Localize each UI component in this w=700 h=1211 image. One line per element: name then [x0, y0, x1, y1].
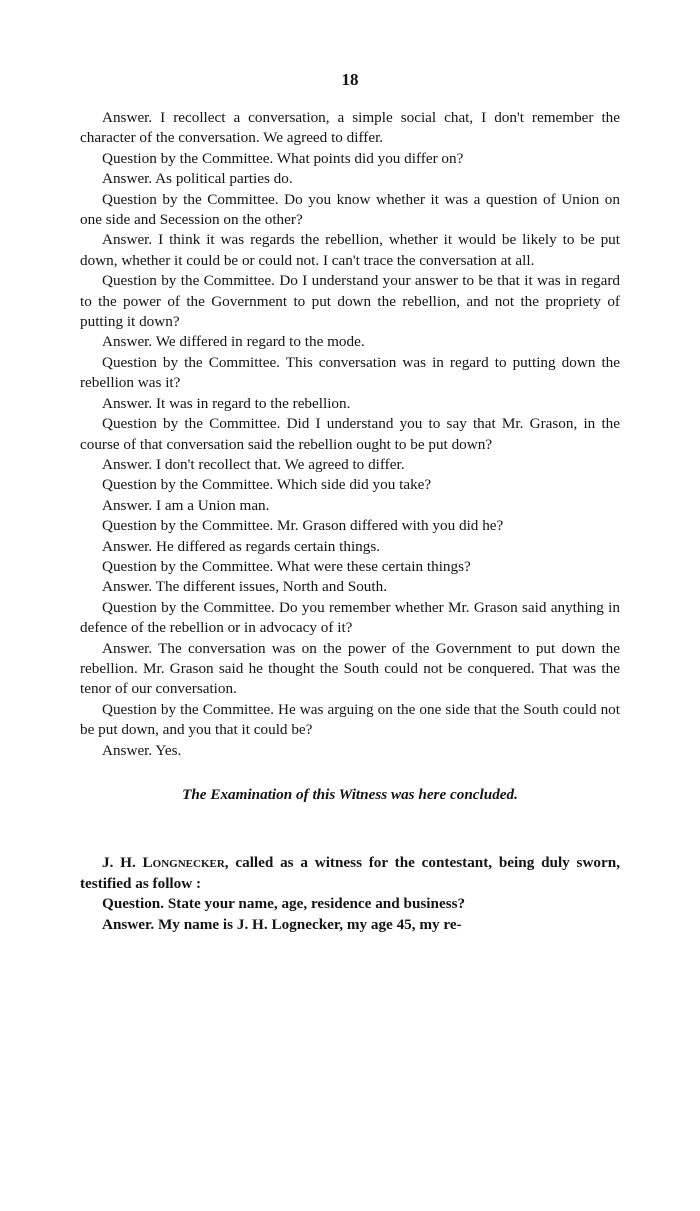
testimony-paragraph: Question by the Committee. Did I understand you to say that Mr. Grason, in the course of that conversation said the rebellion ought to be put down? — [80, 415, 620, 453]
testimony-paragraph: Question by the Committee. Do you remember whether Mr. Grason said anything in defence of the rebellion or in advocacy of it? — [80, 598, 620, 637]
witness-name: J. H. Longnecker — [102, 854, 225, 872]
testimony-paragraph: Question by the Committee. Mr. Grason differed with you did he? — [102, 517, 504, 535]
testimony-paragraph: Question by the Committee. He was arguing on the one side that the South could not be put down, and you that it could be? — [80, 700, 620, 739]
testimony-paragraph: Question by the Committee. Do you know whether it was a question of Union on one side and Secession on the other? — [80, 190, 620, 229]
witness-question: Question. State your name, age, residence and business? — [102, 895, 466, 913]
testimony-paragraph: Question by the Committee. What were these certain things? — [102, 557, 471, 575]
testimony-paragraph: Question by the Committee. This conversation was in regard to putting down the rebellion was it? — [80, 353, 620, 392]
testimony-paragraph: Question by the Committee. What points did you differ on? — [102, 149, 464, 167]
testimony-paragraph: Answer. Yes. — [102, 741, 182, 759]
testimony-paragraph: Answer. The different issues, North and South. — [102, 578, 388, 596]
testimony-paragraph: Question by the Committee. Which side did you take? — [102, 476, 432, 494]
testimony-paragraph: Answer. We differed in regard to the mode. — [102, 333, 365, 351]
examination-concluded-note: The Examination of this Witness was here concluded. — [182, 786, 518, 803]
testimony-paragraph: Answer. He differed as regards certain things. — [102, 537, 381, 555]
testimony-paragraph: Answer. I don't recollect that. We agreed to differ. — [102, 455, 405, 473]
document-page — [80, 70, 620, 935]
testimony-paragraph: Answer. I am a Union man. — [102, 496, 270, 514]
testimony-paragraph: Answer. I recollect a conversation, a simple social chat, I don't remember the character of the conversation. We agreed to differ. — [80, 109, 620, 147]
testimony-paragraph: Question by the Committee. Do I understand your answer to be that it was in regard to the power of the Government to put down the rebellion, and not the propriety of putting it down? — [80, 272, 620, 331]
testimony-paragraph: Answer. I think it was regards the rebellion, whether it would be likely to be put down, whether it could be or could not. I can't trace the conversation at all. — [80, 231, 620, 269]
page-number: 18 — [341, 70, 359, 89]
witness-introduction — [80, 853, 620, 894]
testimony-paragraph: Answer. It was in regard to the rebellion. — [102, 394, 351, 412]
witness-intro-text: , called as a witness for the contestant, being duly sworn, testified as follow : — [80, 854, 621, 892]
witness-answer: Answer. My name is J. H. Lognecker, my age 45, my re- — [102, 915, 462, 933]
testimony-paragraph: Answer. The conversation was on the power of the Government to put down the rebellion. Mr. Grason said he thought the South could not be conquered. That was the tenor of our conversation. — [80, 639, 620, 698]
testimony-paragraph: Answer. As political parties do. — [102, 170, 293, 188]
